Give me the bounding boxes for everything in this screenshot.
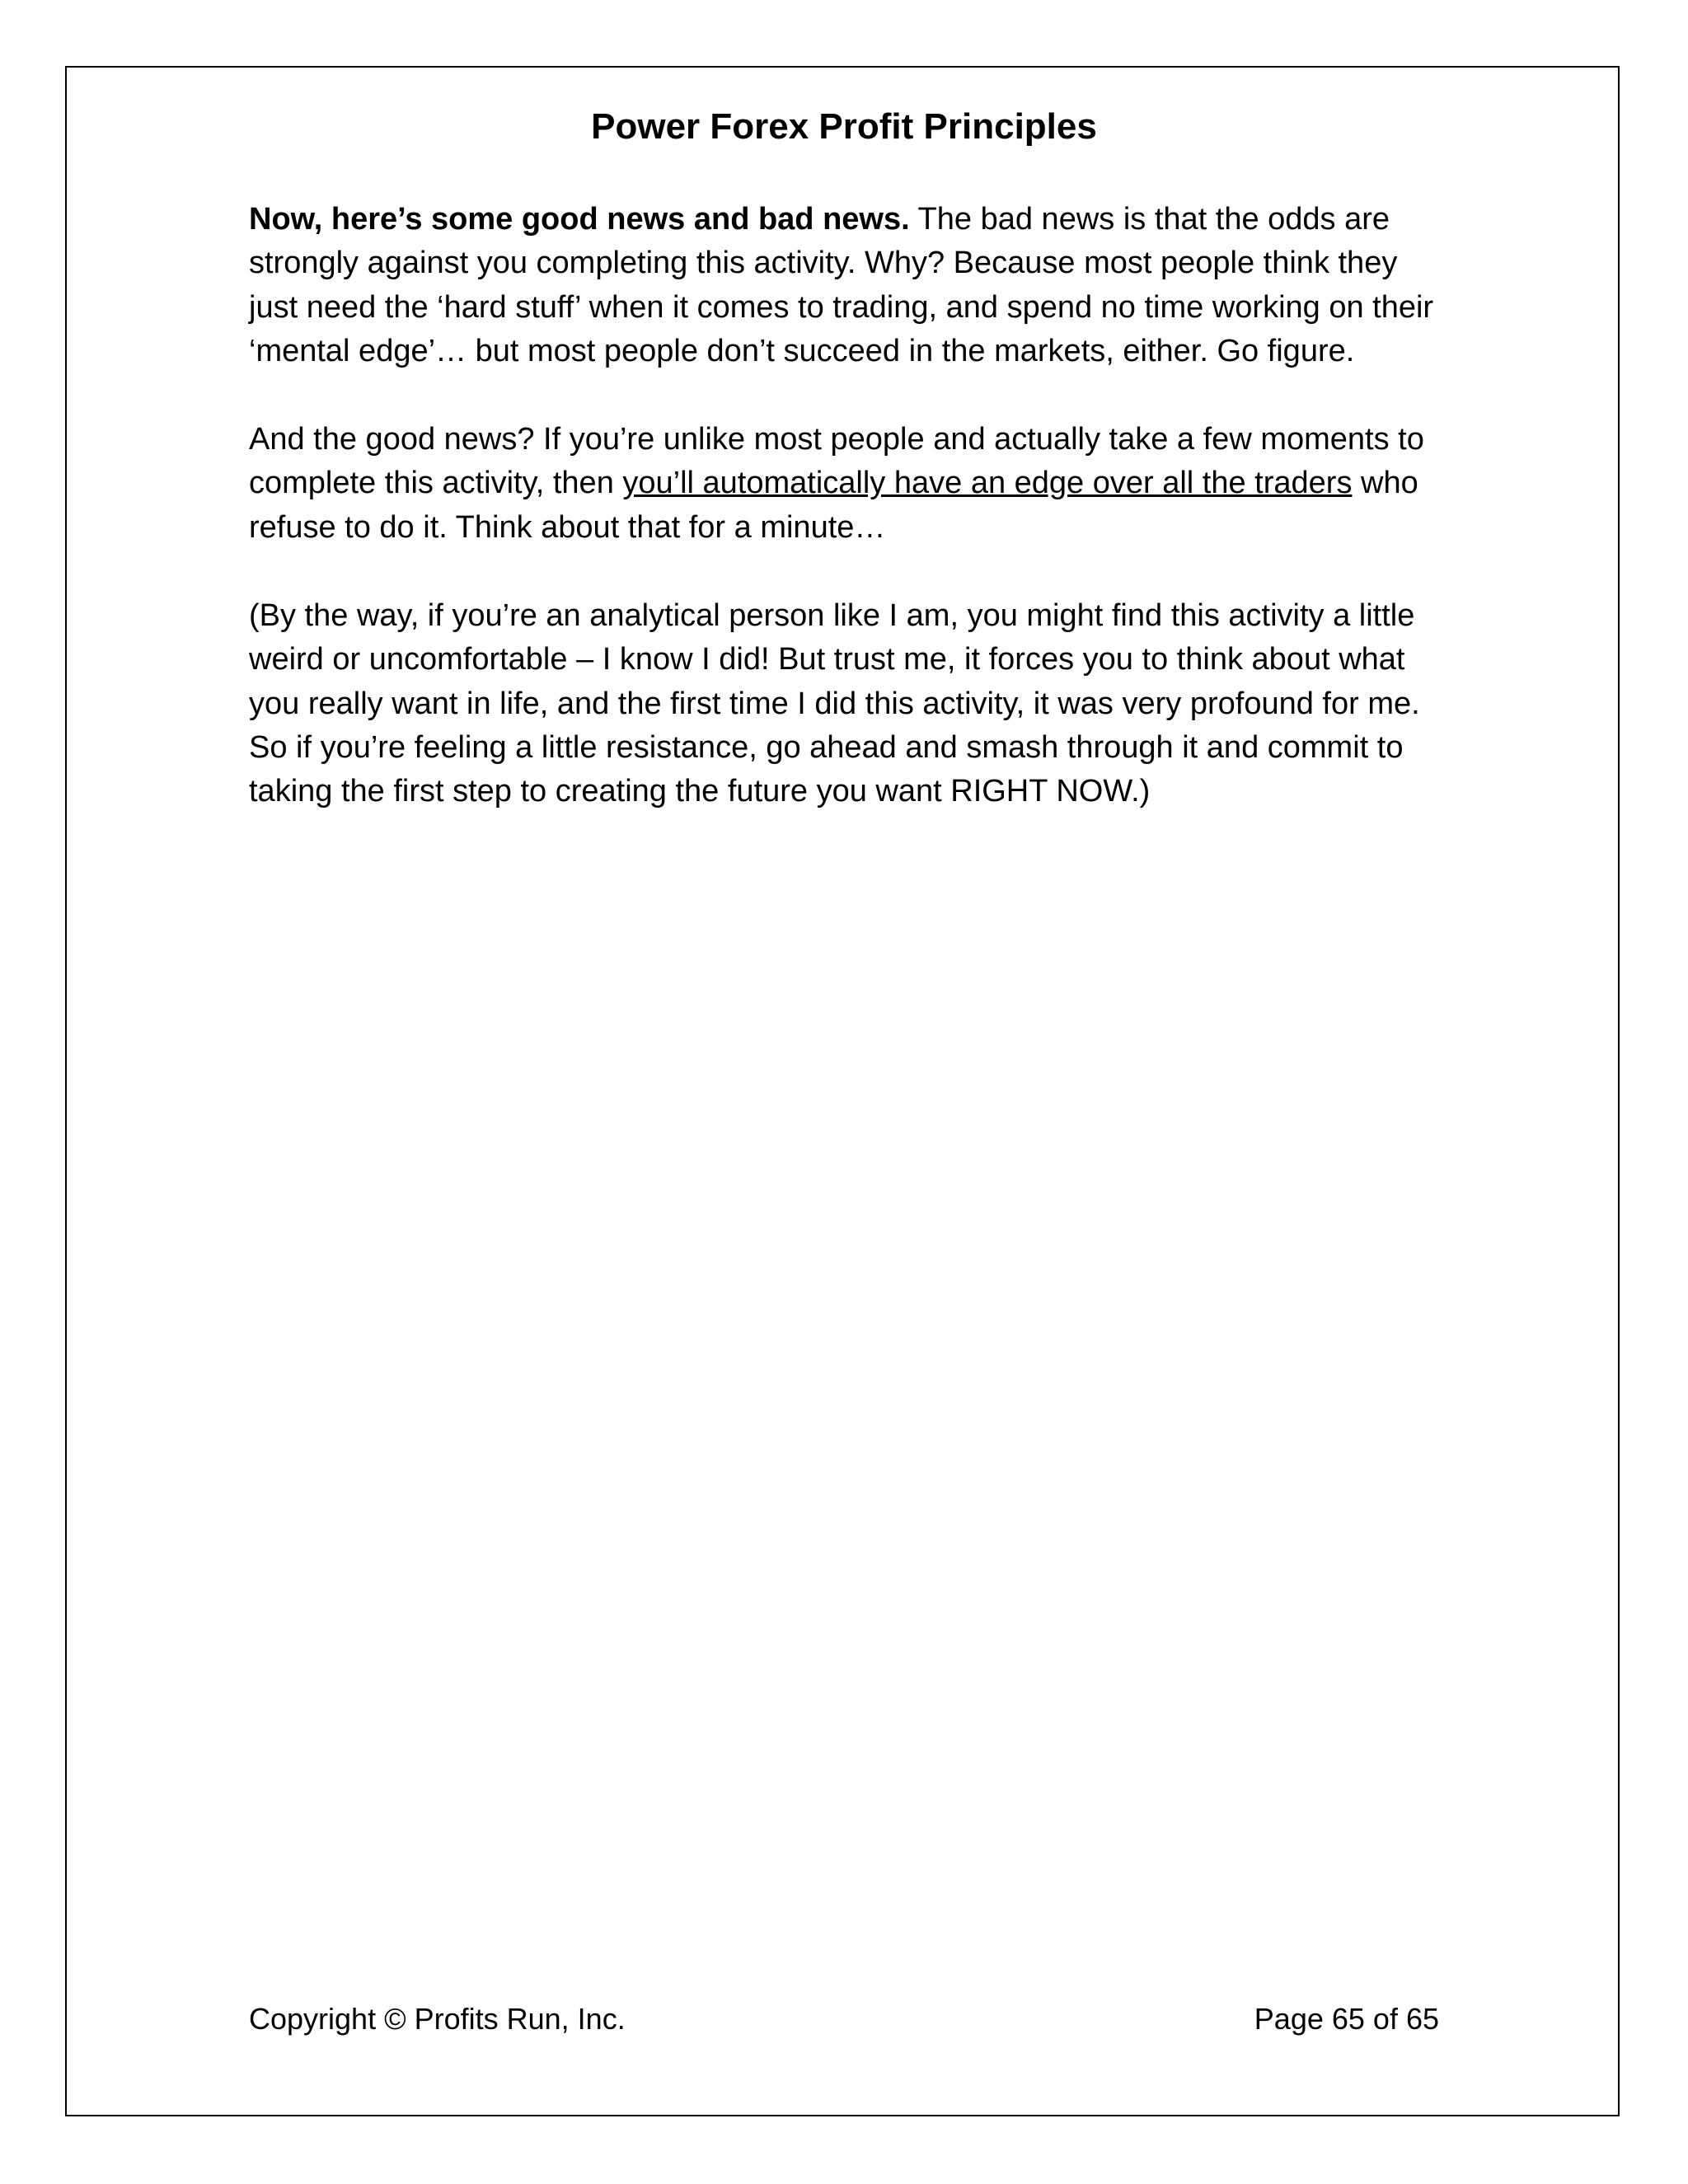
paragraph-by-the-way (249, 594, 1452, 813)
paragraph-good-news (249, 418, 1452, 550)
footer-page-number: Page 65 of 65 (1254, 2002, 1439, 2036)
paragraph-underlined-text: you’ll automatically have an edge over all the traders (622, 466, 1353, 501)
paragraph-text-after: who refuse to do it. Think about that for a minute… (249, 466, 1418, 545)
document-body (249, 198, 1452, 859)
paragraph-lead-bold: Now, here’s some good news and bad news. (249, 202, 910, 237)
paragraph-text-before: And the good news? If you’re unlike most people and actually take a few moments to complete this activity, then (249, 422, 1424, 501)
paragraph-text: (By the way, if you’re an analytical person like I am, you might find this activity a little weird or uncomfortable – I know I did! But trust me, it forces you to think about what you really want in life, and the first time I did this activity, it was very profound for me. So if you’re feeling a little resistance, go ahead and smash through it and commit to taking the first step to creating the future you want RIGHT NOW.) (249, 598, 1420, 809)
paragraph-good-bad-news (249, 198, 1452, 373)
footer-copyright: Copyright © Profits Run, Inc. (249, 2002, 626, 2036)
paragraph-text: The bad news is that the odds are strongly against you completing this activity. Why? Because most people think they just need the ‘hard stuff’ when it comes to trading, and spend no time working on their ‘mental edge’… but most people don’t succeed in the markets, either. Go figure. (249, 202, 1434, 368)
page-title: Power Forex Profit Principles (591, 106, 1097, 147)
